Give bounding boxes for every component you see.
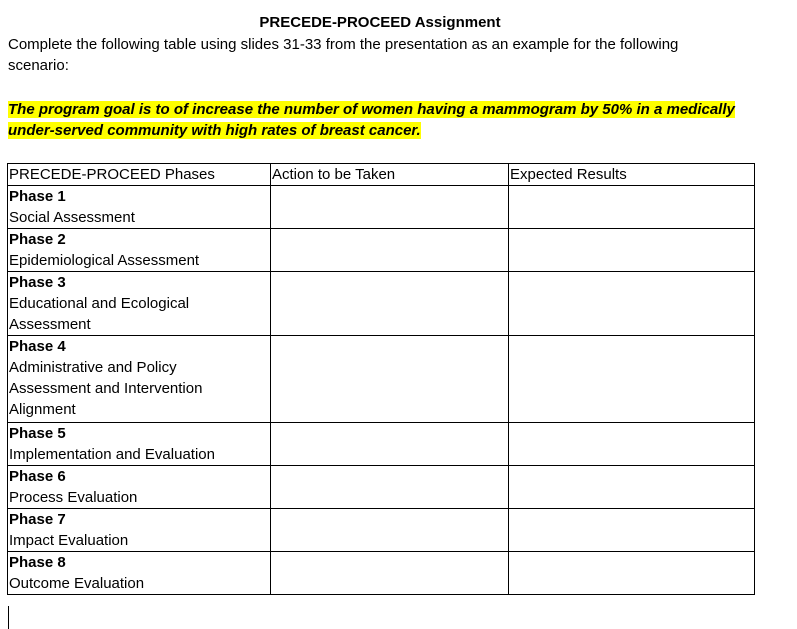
result-cell[interactable] xyxy=(509,466,755,509)
phase-cell xyxy=(8,423,271,466)
phase-cell xyxy=(8,509,271,552)
phase-label: Phase 7 xyxy=(9,511,66,528)
result-cell[interactable] xyxy=(509,423,755,466)
phase-name-line-3: Alignment xyxy=(9,401,76,418)
header-phases: PRECEDE-PROCEED Phases xyxy=(8,164,271,186)
phase-cell xyxy=(8,466,271,509)
result-cell[interactable] xyxy=(509,552,755,595)
phase-cell xyxy=(8,272,271,336)
phase-label: Phase 6 xyxy=(9,468,66,485)
header-action: Action to be Taken xyxy=(271,164,509,186)
phase-label: Phase 1 xyxy=(9,188,66,205)
phase-label: Phase 5 xyxy=(9,425,66,442)
action-cell[interactable] xyxy=(271,509,509,552)
phase-name: Outcome Evaluation xyxy=(9,575,145,592)
table-row-phase-8 xyxy=(8,552,755,595)
result-cell[interactable] xyxy=(509,509,755,552)
phase-cell xyxy=(8,336,271,423)
table-row-phase-2 xyxy=(8,229,755,272)
table-header-row xyxy=(8,164,755,186)
table-row-phase-7 xyxy=(8,509,755,552)
phase-name-line-2: Assessment xyxy=(9,316,91,333)
goal-line-1: The program goal is to of increase the number of women having a mammogram by 50% in a medically xyxy=(8,101,735,118)
table-row-phase-6 xyxy=(8,466,755,509)
table-continuation-border xyxy=(8,606,9,629)
result-cell[interactable] xyxy=(509,229,755,272)
instructions-line-1: Complete the following table using slides 31-33 from the presentation as an example for the following xyxy=(8,36,679,53)
result-cell[interactable] xyxy=(509,336,755,423)
program-goal-statement xyxy=(8,99,778,141)
phase-name: Impact Evaluation xyxy=(9,532,129,549)
result-cell[interactable] xyxy=(509,186,755,229)
instructions-paragraph xyxy=(8,34,768,76)
phase-name: Implementation and Evaluation xyxy=(9,446,215,463)
table-row-phase-3 xyxy=(8,272,755,336)
header-results: Expected Results xyxy=(509,164,755,186)
phase-cell xyxy=(8,552,271,595)
phase-name-line-1: Administrative and Policy xyxy=(9,359,177,376)
phase-label: Phase 3 xyxy=(9,274,66,291)
phase-label: Phase 8 xyxy=(9,554,66,571)
action-cell[interactable] xyxy=(271,336,509,423)
action-cell[interactable] xyxy=(271,186,509,229)
goal-line-2: under-served community with high rates of breast cancer. xyxy=(8,122,421,139)
phase-cell xyxy=(8,186,271,229)
phase-label: Phase 4 xyxy=(9,338,66,355)
phase-name-line-1: Educational and Ecological xyxy=(9,295,190,312)
instructions-line-2: scenario: xyxy=(8,57,69,74)
phases-table xyxy=(7,163,755,595)
phase-label: Phase 2 xyxy=(9,231,66,248)
document-title: PRECEDE-PROCEED Assignment xyxy=(259,14,501,31)
action-cell[interactable] xyxy=(271,229,509,272)
table-row-phase-4 xyxy=(8,336,755,423)
table-row-phase-1 xyxy=(8,186,755,229)
action-cell[interactable] xyxy=(271,466,509,509)
phase-name: Process Evaluation xyxy=(9,489,138,506)
action-cell[interactable] xyxy=(271,423,509,466)
result-cell[interactable] xyxy=(509,272,755,336)
action-cell[interactable] xyxy=(271,272,509,336)
phase-name-line-2: Assessment and Intervention xyxy=(9,380,203,397)
phase-name: Social Assessment xyxy=(9,209,135,226)
action-cell[interactable] xyxy=(271,552,509,595)
phase-name: Epidemiological Assessment xyxy=(9,252,200,269)
phase-cell xyxy=(8,229,271,272)
table-row-phase-5 xyxy=(8,423,755,466)
